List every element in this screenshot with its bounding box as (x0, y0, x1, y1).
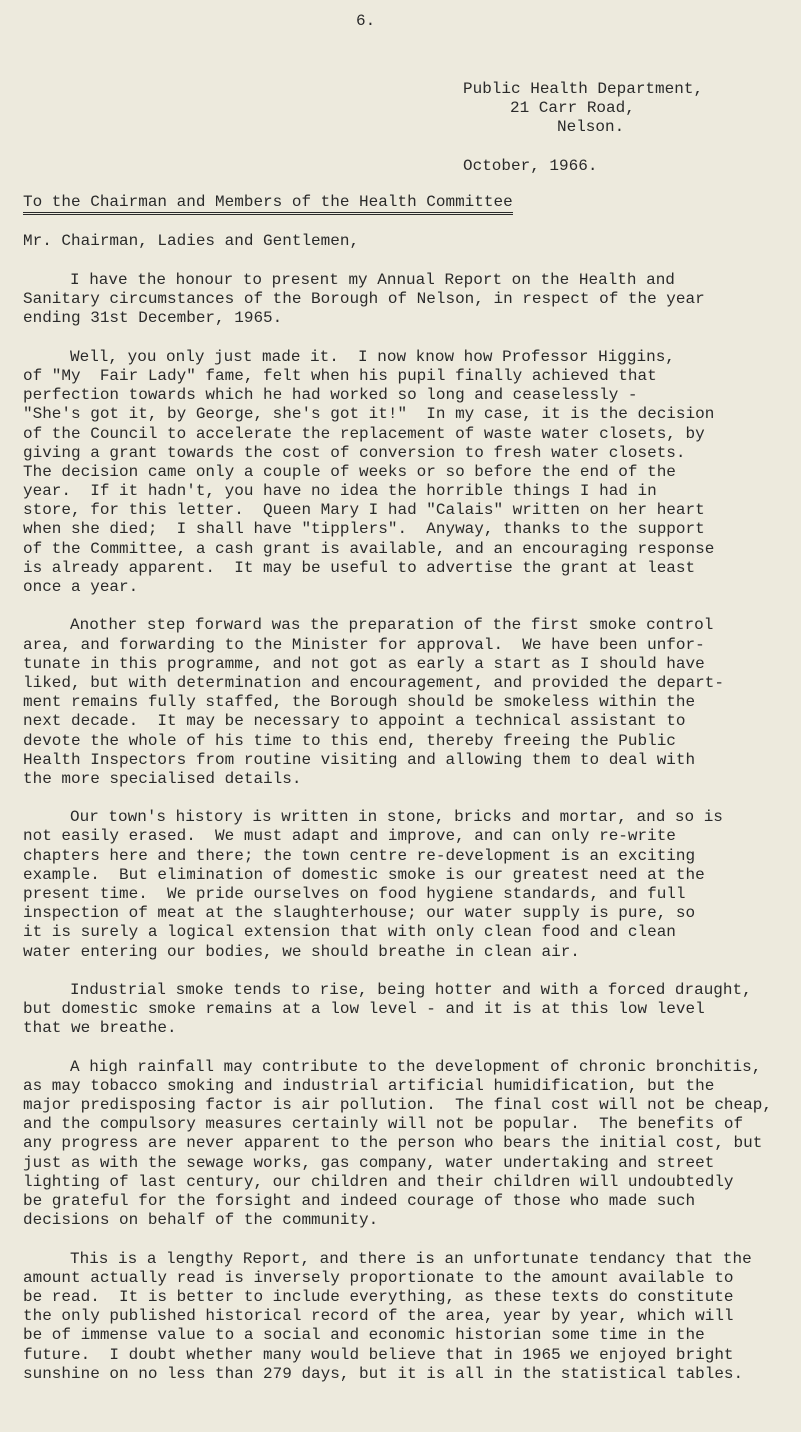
paragraph-line: Sanitary circumstances of the Borough of Nelson, in respect of the year (23, 290, 705, 309)
letter-date: October, 1966. (463, 157, 598, 175)
paragraph-line: I have the honour to present my Annual Report on the Health and (70, 271, 675, 289)
paragraph-line: The decision came only a couple of weeks or so before the end of the (23, 462, 676, 481)
paragraph-line: of "My Fair Lady" fame, felt when his pupil finally achieved that (23, 366, 657, 385)
address-line-town: Nelson. (557, 118, 625, 136)
paragraph-line: any progress are never apparent to the person who bears the initial cost, but (23, 1134, 763, 1153)
paragraph-line: Well, you only just made it. I now know how Professor Higgins, (70, 347, 675, 366)
paragraph-line: Our town's history is written in stone, bricks and mortar, and so is (70, 808, 723, 827)
paragraph-line: "She's got it, by George, she's got it!" In my case, it is the decision (23, 405, 715, 424)
letter-heading: To the Chairman and Members of the Health Committee (23, 194, 513, 215)
page-number: 6. (356, 12, 376, 30)
paragraph (23, 271, 793, 329)
paragraph-line: of the Committee, a cash grant is available, and an encouraging response (23, 539, 715, 558)
paragraph-line: not easily erased. We must adapt and improve, and can only re-write (23, 827, 676, 846)
paragraph-line: Industrial smoke tends to rise, being hotter and with a forced draught, (70, 980, 752, 999)
paragraph-line: amount actually read is inversely proportionate to the amount available to (23, 1268, 734, 1287)
address-line-department: Public Health Department, (463, 80, 704, 98)
paragraph-line: area, and forwarding to the Minister for approval. We have been unfor- (23, 635, 705, 654)
paragraph-line: the only published historical record of the area, year by year, which will (23, 1307, 734, 1326)
address-line-street: 21 Carr Road, (510, 99, 635, 117)
paragraph-line: store, for this letter. Queen Mary I had "Calais" written on her heart (23, 501, 705, 520)
paragraph-line: sunshine on no less than 279 days, but it is all in the statistical tables. (23, 1364, 744, 1383)
paragraph-line: inspection of meat at the slaughterhouse; our water supply is pure, so (23, 904, 696, 923)
paragraph-line: giving a grant towards the cost of conversion to fresh water closets. (23, 443, 686, 462)
paragraph (23, 981, 793, 1039)
paragraph-line: chapters here and there; the town centre re-development is an exciting (23, 846, 696, 865)
paragraph-line: A high rainfall may contribute to the development of chronic bronchitis, (70, 1057, 762, 1076)
salutation: Mr. Chairman, Ladies and Gentlemen, (23, 232, 360, 250)
paragraph-line: year. If it hadn't, you have no idea the horrible things I had in (23, 482, 657, 501)
paragraph-line: as may tobacco smoking and industrial artificial humidification, but the (23, 1076, 715, 1095)
paragraph-line: water entering our bodies, we should breathe in clean air. (23, 942, 580, 961)
paragraph-line: it is surely a logical extension that with only clean food and clean (23, 923, 676, 942)
paragraph-line: next decade. It may be necessary to appoint a technical assistant to (23, 712, 686, 731)
paragraph-line: but domestic smoke remains at a low level - and it is at this low level (23, 1000, 705, 1019)
paragraph-line: ment remains fully staffed, the Borough should be smokeless within the (23, 693, 696, 712)
paragraph-line: of the Council to accelerate the replacement of waste water closets, by (23, 424, 705, 443)
paragraph-line: the more specialised details. (23, 769, 302, 788)
paragraph-line: is already apparent. It may be useful to advertise the grant at least (23, 558, 696, 577)
paragraph-line: and the compulsory measures certainly will not be popular. The benefits of (23, 1115, 744, 1134)
paragraph-line: that we breathe. (23, 1019, 177, 1038)
paragraph-line: ending 31st December, 1965. (23, 309, 283, 328)
paragraph (23, 808, 793, 962)
paragraph-line: present time. We pride ourselves on food hygiene standards, and full (23, 885, 686, 903)
paragraph-line: be read. It is better to include everything, as these texts do constitute (23, 1287, 734, 1306)
paragraph (23, 616, 793, 789)
paragraph-line: tunate in this programme, and not got as early a start as I should have (23, 654, 705, 673)
paragraph (23, 1058, 793, 1231)
paragraph-line: This is a lengthy Report, and there is an unfortunate tendancy that the (70, 1249, 752, 1268)
paragraph-line: be of immense value to a social and economic historian some time in the (23, 1326, 705, 1345)
paragraph (23, 1250, 793, 1384)
paragraph-line: future. I doubt whether many would believe that in 1965 we enjoyed bright (23, 1345, 734, 1364)
paragraph-line: perfection towards which he had worked so long and ceaselessly - (23, 386, 638, 405)
paragraph-line: Health Inspectors from routine visiting and allowing them to deal with (23, 750, 696, 769)
paragraph-line: lighting of last century, our children and their children will undoubtedly (23, 1172, 734, 1191)
paragraph (23, 348, 793, 597)
paragraph-line: liked, but with determination and encouragement, and provided the depart- (23, 673, 724, 692)
letter-body (23, 271, 793, 1403)
paragraph-line: be grateful for the forsight and indeed courage of those who made such (23, 1192, 696, 1210)
paragraph-line: major predisposing factor is air pollution. The final cost will not be cheap, (23, 1096, 772, 1115)
paragraph-line: when she died; I shall have "tipplers". Anyway, thanks to the support (23, 520, 705, 539)
paragraph-line: devote the whole of his time to this end, thereby freeing the Public (23, 731, 676, 750)
paragraph-line: once a year. (23, 578, 139, 596)
paragraph-line: Another step forward was the preparation of the first smoke control (70, 616, 714, 635)
paragraph-line: just as with the sewage works, gas company, water undertaking and street (23, 1153, 715, 1172)
paragraph-line: example. But elimination of domestic smoke is our greatest need at the (23, 865, 705, 884)
paragraph-line: decisions on behalf of the community. (23, 1211, 379, 1230)
